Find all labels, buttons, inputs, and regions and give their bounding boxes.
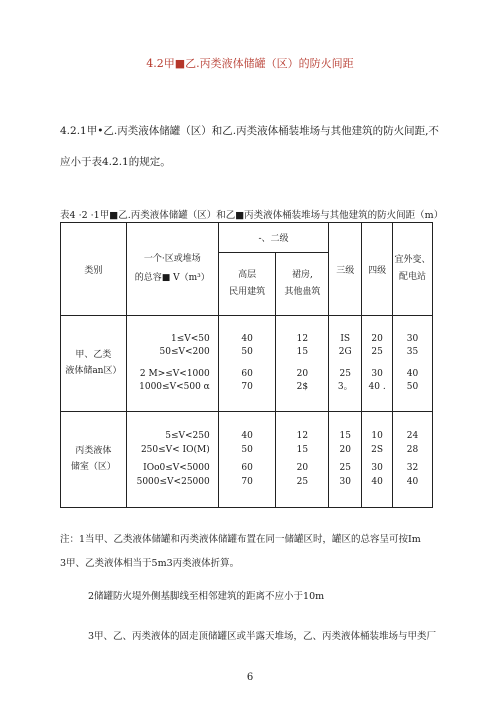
paragraph-4-2-1-line1: 4.2.1甲•乙.丙类液体储罐（区）和乙.丙类液体桶装堆场与其他建筑的防火间距,不 (60, 125, 439, 137)
value: 20 (296, 368, 309, 379)
paragraph-4-2-1-line2: 应小于表4.2.1的规定。 (60, 156, 171, 168)
grade4-cell (362, 412, 393, 508)
value: 40 (241, 431, 253, 441)
value: 15 (296, 444, 309, 455)
substation-cell (393, 316, 433, 412)
header-podium-line2: 其他蛊筑 (284, 287, 321, 297)
value: 60 (241, 463, 253, 473)
header-substation-line1: 宜外变、 (394, 254, 431, 265)
header-highrise-line2: 民用建筑 (229, 287, 266, 297)
value: 40 . (368, 382, 386, 392)
value: 50 (241, 347, 253, 357)
value: 35 (406, 347, 419, 357)
header-capacity (126, 223, 218, 316)
header-grade12: -、二级 (218, 223, 329, 253)
value: 30 (406, 333, 419, 344)
value: 20 (296, 463, 309, 473)
value: 70 (241, 382, 253, 392)
note-1-line2: 3甲、乙类液体相当于5m3丙类液体折算。 (60, 558, 240, 569)
value: 28 (406, 444, 419, 455)
value: 3。 (337, 382, 353, 392)
capacity-range: 50≤V<200 (159, 347, 210, 357)
header-substation (393, 223, 433, 316)
capacity-range: 5000≤V<25000 (136, 476, 210, 487)
group-name-line1: 丙类液体 (75, 446, 112, 456)
podium-cell (276, 316, 329, 412)
header-category: 类别 (61, 223, 127, 316)
header-capacity-line2: 的总容■ V（m³） (134, 273, 210, 283)
value: 15 (339, 431, 351, 441)
value: 40 (406, 476, 419, 487)
capacity-range: 2 M>≤V<1000 (139, 368, 210, 379)
note-1-line1: 注：1当甲、乙类液体储罐和丙类液体储罐布置在同一储罐区时，罐区的总容呈可按Im (60, 534, 421, 545)
table-row-class-ab (61, 316, 433, 412)
substation-cell (393, 412, 433, 508)
value: 24 (406, 431, 419, 441)
group-name-line2: 液体储an区） (65, 365, 122, 376)
group-name (61, 316, 127, 412)
capacity-cell (126, 412, 218, 508)
group-name (61, 412, 127, 508)
header-grade3: 三级 (329, 223, 362, 316)
capacity-range: IOo0≤V<5000 (143, 463, 210, 473)
value: 30 (371, 368, 383, 379)
value: 25 (339, 368, 351, 379)
value: 40 (406, 368, 419, 379)
value: 20 (339, 444, 351, 455)
value: 50 (241, 444, 253, 455)
grade3-cell (329, 316, 362, 412)
value: 40 (371, 476, 383, 487)
header-podium-line1: 裙房, (291, 269, 313, 280)
value: 12 (296, 431, 309, 441)
header-substation-line2: 配电站 (399, 272, 427, 282)
value: 25 (371, 347, 383, 357)
value: 2G (338, 347, 352, 357)
group-name-line1: 甲、乙类 (75, 350, 112, 360)
section-title: 4.2甲■乙.丙类液体储罐（区）的防火间距 (146, 57, 354, 70)
capacity-range: 5≤V<250 (165, 431, 210, 441)
capacity-range: 250≤V< IO(M) (140, 444, 210, 455)
capacity-range: 1≤V<50 (170, 333, 210, 344)
highrise-cell (218, 316, 276, 412)
fire-distance-table (60, 222, 433, 508)
grade4-cell (362, 316, 393, 412)
header-capacity-line1: 一个·区或堆场 (143, 253, 201, 264)
group-name-line2: 储室（区） (70, 461, 116, 472)
highrise-cell (218, 412, 276, 508)
note-2: 2储罐防火堤外侧基脚线至相邻建筑的距离不应小于10m (88, 591, 325, 602)
value: 2S (371, 444, 384, 455)
table-caption: 表4 ·2 ·1甲■乙.丙类液体储罐（区）和乙■丙类液体桶装堆场与其他建筑的防火间距（m） (60, 210, 444, 221)
header-highrise (218, 253, 276, 316)
header-grade4: 四级 (362, 223, 393, 316)
header-podium (276, 253, 329, 316)
value: 32 (406, 463, 419, 473)
value: 20 (371, 333, 383, 344)
value: 30 (371, 463, 383, 473)
capacity-cell (126, 316, 218, 412)
value: 2$ (296, 382, 309, 392)
value: 25 (339, 463, 351, 473)
table-row-class-c (61, 412, 433, 508)
grade3-cell (329, 412, 362, 508)
value: IS (340, 333, 351, 344)
capacity-range: 1000≤V<500 α (139, 382, 210, 392)
value: 15 (296, 347, 309, 357)
value: 40 (241, 333, 253, 344)
header-highrise-line1: 高层 (238, 269, 257, 280)
page-number: 6 (246, 672, 254, 683)
value: 60 (241, 368, 253, 379)
value: 70 (241, 476, 253, 487)
value: 25 (296, 476, 309, 487)
podium-cell (276, 412, 329, 508)
value: 10 (371, 431, 383, 441)
value: 50 (406, 382, 419, 392)
note-3: 3甲、乙、丙类液体的固走顶储罐区或半露天堆场，乙、丙类液体桶装堆场与甲类厂 (88, 631, 437, 642)
value: 12 (296, 333, 309, 344)
value: 30 (339, 476, 351, 487)
